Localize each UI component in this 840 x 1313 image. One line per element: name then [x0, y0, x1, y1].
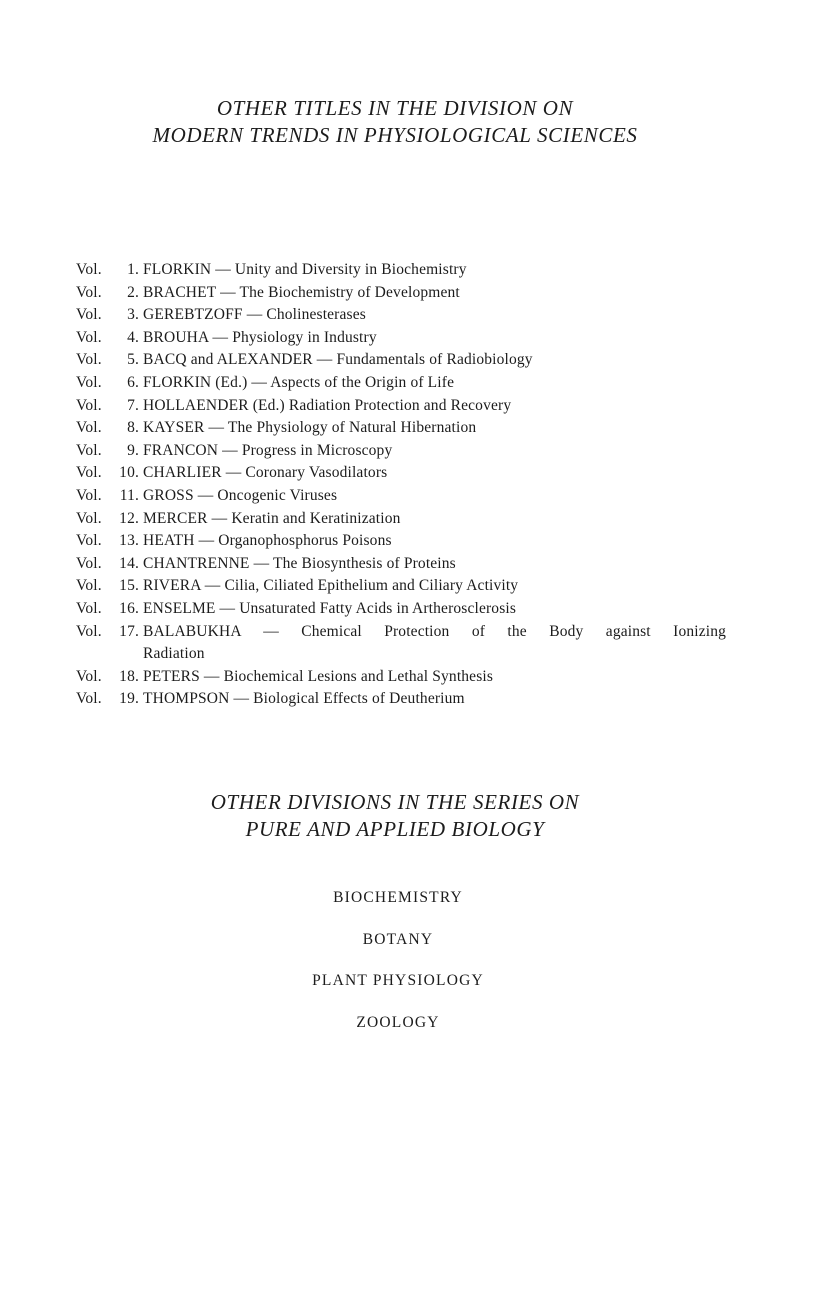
- volume-label: Vol.: [76, 486, 102, 504]
- volume-title: BRACHET — The Biochemistry of Development: [143, 283, 460, 301]
- volume-number: 18.: [119, 667, 139, 685]
- volume-number: 2.: [127, 283, 139, 301]
- division-list: [0, 883, 796, 1049]
- volume-number: 7.: [127, 396, 139, 414]
- volume-title: PETERS — Biochemical Lesions and Lethal Synthesis: [143, 667, 494, 685]
- volume-entry-9: [76, 440, 726, 463]
- volume-title: FRANCON — Progress in Microscopy: [143, 441, 393, 459]
- volume-label: Vol.: [76, 419, 102, 437]
- other-divisions-heading: [0, 789, 790, 843]
- volume-label: Vol.: [76, 328, 102, 346]
- volume-entry-1: [76, 259, 726, 282]
- other-divisions-heading-line-2: PURE AND APPLIED BIOLOGY: [245, 817, 545, 841]
- volume-number: 13.: [119, 532, 139, 550]
- volume-label: Vol.: [76, 373, 102, 391]
- volume-label: Vol.: [76, 554, 102, 572]
- volume-title: FLORKIN — Unity and Diversity in Biochemistry: [143, 261, 467, 278]
- volume-title: ENSELME — Unsaturated Fatty Acids in Artherosclerosis: [143, 599, 517, 617]
- volume-entry-19: [76, 688, 726, 711]
- volume-entry-16: [76, 598, 726, 621]
- volume-label: Vol.: [76, 532, 102, 550]
- volume-entry-11: [76, 485, 726, 508]
- volume-label: Vol.: [76, 667, 102, 685]
- volume-number: 4.: [127, 328, 139, 346]
- volume-entry-18: [76, 666, 726, 689]
- volume-number: 14.: [119, 554, 139, 572]
- volume-label: Vol.: [76, 599, 102, 617]
- volume-label: Vol.: [76, 306, 102, 324]
- division-item: BIOCHEMISTRY: [333, 889, 463, 906]
- volume-number: 1.: [127, 261, 139, 278]
- volume-label: Vol.: [76, 441, 102, 459]
- volume-label: Vol.: [76, 577, 102, 595]
- volume-entry-10: [76, 462, 726, 485]
- volume-number: 8.: [127, 419, 139, 437]
- volume-label: Vol.: [76, 622, 102, 640]
- volume-entry-15: [76, 575, 726, 598]
- volume-list: [76, 259, 726, 711]
- volume-label: Vol.: [76, 283, 102, 301]
- volume-label: Vol.: [76, 351, 102, 369]
- volume-title: CHARLIER — Coronary Vasodilators: [143, 464, 388, 482]
- volume-number: 11.: [119, 486, 139, 504]
- volume-entry-3: [76, 304, 726, 327]
- volume-title: BACQ and ALEXANDER — Fundamentals of Radiobiology: [143, 351, 533, 369]
- volume-number: 16.: [119, 599, 139, 617]
- volume-entry-17: [76, 621, 726, 666]
- division-item: BOTANY: [362, 930, 434, 948]
- volume-label: Vol.: [76, 690, 102, 708]
- volume-number: 15.: [119, 577, 139, 595]
- volume-number: 10.: [119, 464, 139, 482]
- volume-title: [143, 621, 726, 666]
- volume-entry-12: [76, 508, 726, 531]
- volume-title: HOLLAENDER (Ed.) Radiation Protection and Recovery: [143, 396, 512, 414]
- volume-title: HEATH — Organophosphorus Poisons: [143, 532, 392, 550]
- volume-entry-8: [76, 417, 726, 440]
- volume-entry-2: [76, 282, 726, 305]
- volume-label: Vol.: [76, 396, 102, 414]
- volume-title: RIVERA — Cilia, Ciliated Epithelium and Ciliary Activity: [143, 577, 519, 595]
- other-titles-heading: [0, 95, 790, 149]
- volume-number: 19.: [119, 690, 139, 708]
- volume-title: THOMPSON — Biological Effects of Deutherium: [143, 690, 465, 708]
- volume-number: 5.: [127, 351, 139, 369]
- other-titles-heading-line-1: OTHER TITLES IN THE DIVISION ON: [216, 96, 574, 120]
- volume-entry-13: [76, 530, 726, 553]
- volume-title: FLORKIN (Ed.) — Aspects of the Origin of Life: [143, 373, 455, 391]
- volume-title-line-2: Radiation: [143, 645, 205, 663]
- volume-number: 12.: [119, 509, 139, 527]
- volume-title: GROSS — Oncogenic Viruses: [143, 486, 338, 504]
- volume-entry-6: [76, 372, 726, 395]
- other-divisions-heading-line-1: OTHER DIVISIONS IN THE SERIES ON: [210, 790, 580, 814]
- volume-title: KAYSER — The Physiology of Natural Hibernation: [143, 419, 477, 437]
- other-titles-heading-line-2: MODERN TRENDS IN PHYSIOLOGICAL SCIENCES: [152, 123, 638, 147]
- volume-entry-14: [76, 553, 726, 576]
- volume-title: CHANTRENNE — The Biosynthesis of Proteins: [143, 554, 456, 572]
- volume-number: 6.: [127, 373, 139, 391]
- volume-number: 17.: [119, 622, 139, 640]
- volume-title: MERCER — Keratin and Keratinization: [143, 509, 401, 527]
- division-item: ZOOLOGY: [356, 1013, 440, 1031]
- volume-entry-5: [76, 349, 726, 372]
- volume-number: 3.: [127, 306, 139, 324]
- volume-entry-7: [76, 395, 726, 418]
- volume-title-line-1: BALABUKHA — Chemical Protection of the Body against Ionizing: [143, 622, 726, 640]
- volume-title: BROUHA — Physiology in Industry: [143, 328, 377, 346]
- volume-title: GEREBTZOFF — Cholinesterases: [143, 306, 366, 324]
- volume-number: 9.: [127, 441, 139, 459]
- volume-entry-4: [76, 327, 726, 350]
- volume-label: Vol.: [76, 464, 102, 482]
- volume-label: Vol.: [76, 509, 102, 527]
- division-item: PLANT PHYSIOLOGY: [312, 972, 484, 989]
- volume-label: Vol.: [76, 261, 102, 278]
